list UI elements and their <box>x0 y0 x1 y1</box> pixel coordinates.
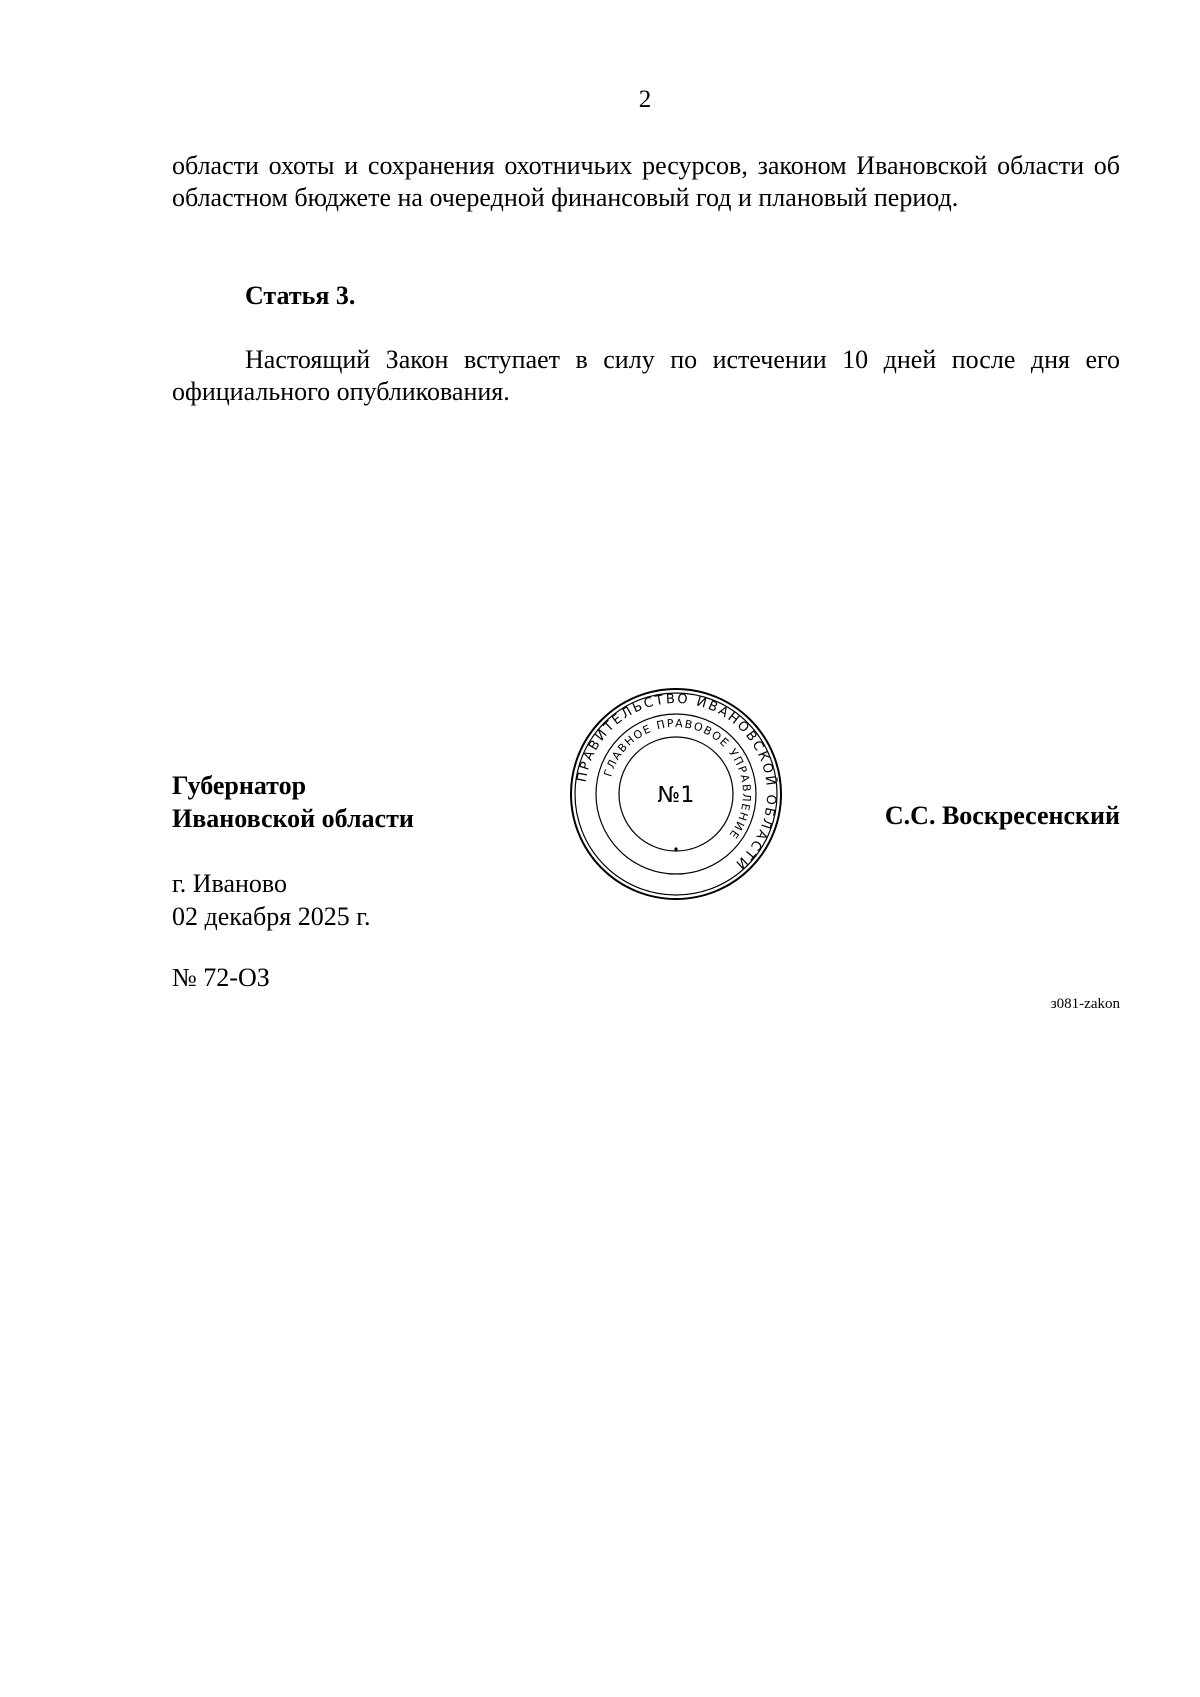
seal-outer-text: ПРАВИТЕЛЬСТВО ИВАНОВСКОЙ ОБЛАСТИ <box>574 691 779 873</box>
place: г. Иваново <box>172 869 287 898</box>
seal-inner-text: ГЛАВНОЕ ПРАВОВОЕ УПРАВЛЕНИЕ <box>601 716 754 842</box>
paragraph-continuation: области охоты и сохранения охотничьих ресурсов, законом Ивановской области об областном бюджете на очередной финансовый год и плановый период. <box>172 151 1120 212</box>
official-seal <box>568 686 784 902</box>
page-number: 2 <box>638 86 652 113</box>
signatory-position-line-1: Губернатор <box>172 771 307 800</box>
date: 02 декабря 2025 г. <box>172 902 371 931</box>
seal-center-text: №1 <box>657 783 695 808</box>
signatory-position <box>172 769 414 835</box>
article-text: Настоящий Закон вступает в силу по истечении 10 дней после дня его официального опубликования. <box>172 345 1120 406</box>
file-code: з081-zakon <box>1050 996 1120 1012</box>
place-and-date <box>172 867 370 933</box>
article-title: Статья 3. <box>245 281 356 310</box>
signatory-position-line-2: Ивановской области <box>172 804 414 833</box>
signatory-name: С.С. Воскресенский <box>884 801 1120 830</box>
document-number: № 72-ОЗ <box>172 963 270 992</box>
